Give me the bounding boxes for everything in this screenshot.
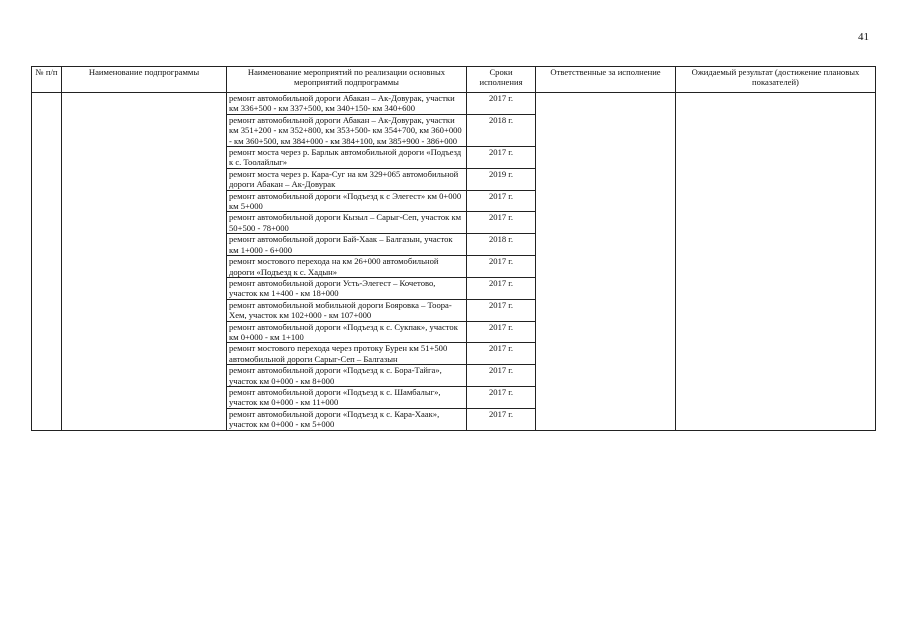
header-term: Сроки исполнения xyxy=(467,67,536,93)
term-cell: 2018 г. xyxy=(467,234,536,256)
term-cell: 2017 г. xyxy=(467,343,536,365)
event-cell: ремонт мостового перехода через протоку Бурен км 51+500 автомобильной дороги Сарыг-Сеп – Балгазын xyxy=(227,343,467,365)
term-cell: 2018 г. xyxy=(467,114,536,146)
term-cell: 2017 г. xyxy=(467,299,536,321)
term-cell: 2017 г. xyxy=(467,277,536,299)
num-cell xyxy=(32,93,62,431)
event-cell: ремонт автомобильной мобильной дороги Бояровка – Тоора-Хем, участок км 102+000 - км 107+000 xyxy=(227,299,467,321)
header-result: Ожидаемый результат (достижение плановых показателей) xyxy=(676,67,876,93)
event-cell: ремонт автомобильной дороги «Подъезд к с. Кара-Хаак», участок км 0+000 - км 5+000 xyxy=(227,408,467,430)
responsible-cell xyxy=(536,93,676,431)
event-cell: ремонт автомобильной дороги «Подъезд к с. Шамбалыг», участок км 0+000 - км 11+000 xyxy=(227,386,467,408)
term-cell: 2017 г. xyxy=(467,386,536,408)
term-cell: 2019 г. xyxy=(467,168,536,190)
table-header-row xyxy=(32,67,876,93)
table-row xyxy=(32,93,876,115)
event-cell: ремонт автомобильной дороги Бай-Хаак – Балгазын, участок км 1+000 - 6+000 xyxy=(227,234,467,256)
subprogram-events-table xyxy=(31,66,876,431)
term-cell: 2017 г. xyxy=(467,212,536,234)
event-cell: ремонт автомобильной дороги «Подъезд к с Элегест» км 0+000 км 5+000 xyxy=(227,190,467,212)
event-cell: ремонт автомобильной дороги Абакан – Ак-Довурак, участки км 336+500 - км 337+500, км 340+150- км 340+600 xyxy=(227,93,467,115)
term-cell: 2017 г. xyxy=(467,321,536,343)
event-cell: ремонт моста через р. Барлык автомобильной дороги «Подъезд к с. Тоолайлыг» xyxy=(227,147,467,169)
event-cell: ремонт моста через р. Кара-Суг на км 329+065 автомобильной дороги Абакан – Ак-Довурак xyxy=(227,168,467,190)
event-cell: ремонт автомобильной дороги «Подъезд к с. Бора-Тайга», участок км 0+000 - км 8+000 xyxy=(227,365,467,387)
subprogram-cell xyxy=(62,93,227,431)
term-cell: 2017 г. xyxy=(467,408,536,430)
event-cell: ремонт мостового перехода на км 26+000 автомобильной дороги «Подъезд к с. Хадын» xyxy=(227,256,467,278)
header-num: № п/п xyxy=(32,67,62,93)
event-cell: ремонт автомобильной дороги «Подъезд к с. Сукпак», участок км 0+000 - км 1+100 xyxy=(227,321,467,343)
result-cell xyxy=(676,93,876,431)
event-cell: ремонт автомобильной дороги Усть-Элегест – Кочетово, участок км 1+400 - км 18+000 xyxy=(227,277,467,299)
term-cell: 2017 г. xyxy=(467,190,536,212)
term-cell: 2017 г. xyxy=(467,256,536,278)
term-cell: 2017 г. xyxy=(467,93,536,115)
page-number: 41 xyxy=(858,31,869,43)
table-body xyxy=(32,93,876,431)
term-cell: 2017 г. xyxy=(467,147,536,169)
header-event: Наименование мероприятий по реализации основных мероприятий подпрограммы xyxy=(227,67,467,93)
event-cell: ремонт автомобильной дороги Абакан – Ак-Довурак, участки км 351+200 - км 352+800, км 353+500- км 354+700, км 360+000 - км 360+500, км 384+000 - км 384+100, км 385+900 - 386+000 xyxy=(227,114,467,146)
event-cell: ремонт автомобильной дороги Кызыл – Сарыг-Сеп, участок км 50+500 - 78+000 xyxy=(227,212,467,234)
term-cell: 2017 г. xyxy=(467,365,536,387)
header-responsible: Ответственные за исполнение xyxy=(536,67,676,93)
header-subprogram: Наименование подпрограммы xyxy=(62,67,227,93)
